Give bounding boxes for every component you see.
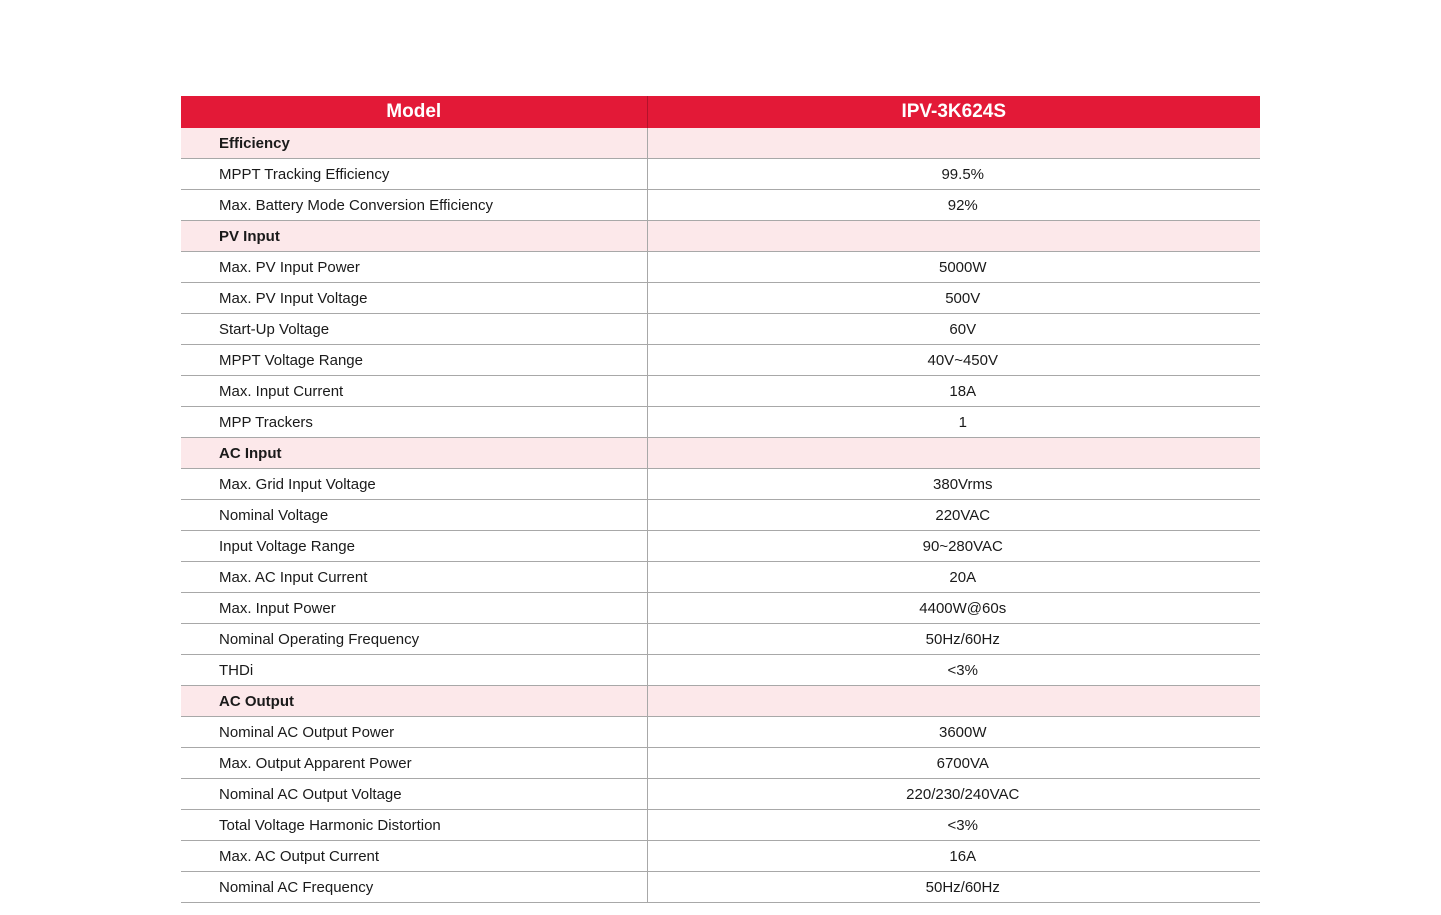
section-value	[647, 128, 1260, 159]
spec-table-header	[181, 96, 1260, 128]
spec-value: 220VAC	[647, 500, 1260, 531]
spec-value: 16A	[647, 841, 1260, 872]
header-row	[181, 96, 1260, 128]
model-name-header: IPV-3K624S	[647, 96, 1260, 128]
spec-value: 18A	[647, 376, 1260, 407]
spec-value: 50Hz/60Hz	[647, 624, 1260, 655]
spec-label: MPP Trackers	[181, 407, 647, 438]
spec-value: 220/230/240VAC	[647, 779, 1260, 810]
table-row	[181, 593, 1260, 624]
spec-value: 1	[647, 407, 1260, 438]
section-row	[181, 438, 1260, 469]
spec-label: MPPT Tracking Efficiency	[181, 159, 647, 190]
table-row	[181, 655, 1260, 686]
spec-value: 50Hz/60Hz	[647, 872, 1260, 903]
table-row	[181, 407, 1260, 438]
table-row	[181, 376, 1260, 407]
spec-value: 99.5%	[647, 159, 1260, 190]
spec-value: 90~280VAC	[647, 531, 1260, 562]
spec-label: Max. Grid Input Voltage	[181, 469, 647, 500]
table-row	[181, 562, 1260, 593]
table-row	[181, 252, 1260, 283]
section-value	[647, 438, 1260, 469]
section-heading: AC Output	[181, 686, 647, 717]
table-row	[181, 159, 1260, 190]
table-row	[181, 190, 1260, 221]
section-heading: PV Input	[181, 221, 647, 252]
model-header: Model	[181, 96, 647, 128]
section-value	[647, 686, 1260, 717]
spec-table-body	[181, 128, 1260, 903]
section-row	[181, 686, 1260, 717]
spec-label: Max. Output Apparent Power	[181, 748, 647, 779]
spec-label: Max. AC Output Current	[181, 841, 647, 872]
table-row	[181, 469, 1260, 500]
table-row	[181, 345, 1260, 376]
spec-label: Start-Up Voltage	[181, 314, 647, 345]
spec-label: Nominal Voltage	[181, 500, 647, 531]
spec-value: 20A	[647, 562, 1260, 593]
spec-label: Max. Battery Mode Conversion Efficiency	[181, 190, 647, 221]
spec-label: Max. Input Current	[181, 376, 647, 407]
table-row	[181, 748, 1260, 779]
spec-label: THDi	[181, 655, 647, 686]
section-heading: Efficiency	[181, 128, 647, 159]
spec-label: Total Voltage Harmonic Distortion	[181, 810, 647, 841]
spec-value: 4400W@60s	[647, 593, 1260, 624]
spec-table	[181, 96, 1260, 903]
section-row	[181, 221, 1260, 252]
section-value	[647, 221, 1260, 252]
spec-label: Nominal AC Frequency	[181, 872, 647, 903]
spec-value: <3%	[647, 655, 1260, 686]
spec-value: 380Vrms	[647, 469, 1260, 500]
table-row	[181, 810, 1260, 841]
spec-value: 5000W	[647, 252, 1260, 283]
spec-value: 500V	[647, 283, 1260, 314]
spec-label: Max. AC Input Current	[181, 562, 647, 593]
table-row	[181, 314, 1260, 345]
spec-value: <3%	[647, 810, 1260, 841]
spec-value: 3600W	[647, 717, 1260, 748]
spec-label: Nominal AC Output Voltage	[181, 779, 647, 810]
spec-value: 40V~450V	[647, 345, 1260, 376]
table-row	[181, 779, 1260, 810]
section-heading: AC Input	[181, 438, 647, 469]
spec-value: 6700VA	[647, 748, 1260, 779]
table-row	[181, 624, 1260, 655]
spec-label: Max. PV Input Power	[181, 252, 647, 283]
table-row	[181, 841, 1260, 872]
table-row	[181, 531, 1260, 562]
table-row	[181, 500, 1260, 531]
spec-value: 92%	[647, 190, 1260, 221]
spec-value: 60V	[647, 314, 1260, 345]
table-row	[181, 283, 1260, 314]
spec-label: Input Voltage Range	[181, 531, 647, 562]
spec-label: Nominal AC Output Power	[181, 717, 647, 748]
spec-label: MPPT Voltage Range	[181, 345, 647, 376]
spec-label: Nominal Operating Frequency	[181, 624, 647, 655]
spec-label: Max. Input Power	[181, 593, 647, 624]
spec-label: Max. PV Input Voltage	[181, 283, 647, 314]
table-row	[181, 872, 1260, 903]
table-row	[181, 717, 1260, 748]
section-row	[181, 128, 1260, 159]
